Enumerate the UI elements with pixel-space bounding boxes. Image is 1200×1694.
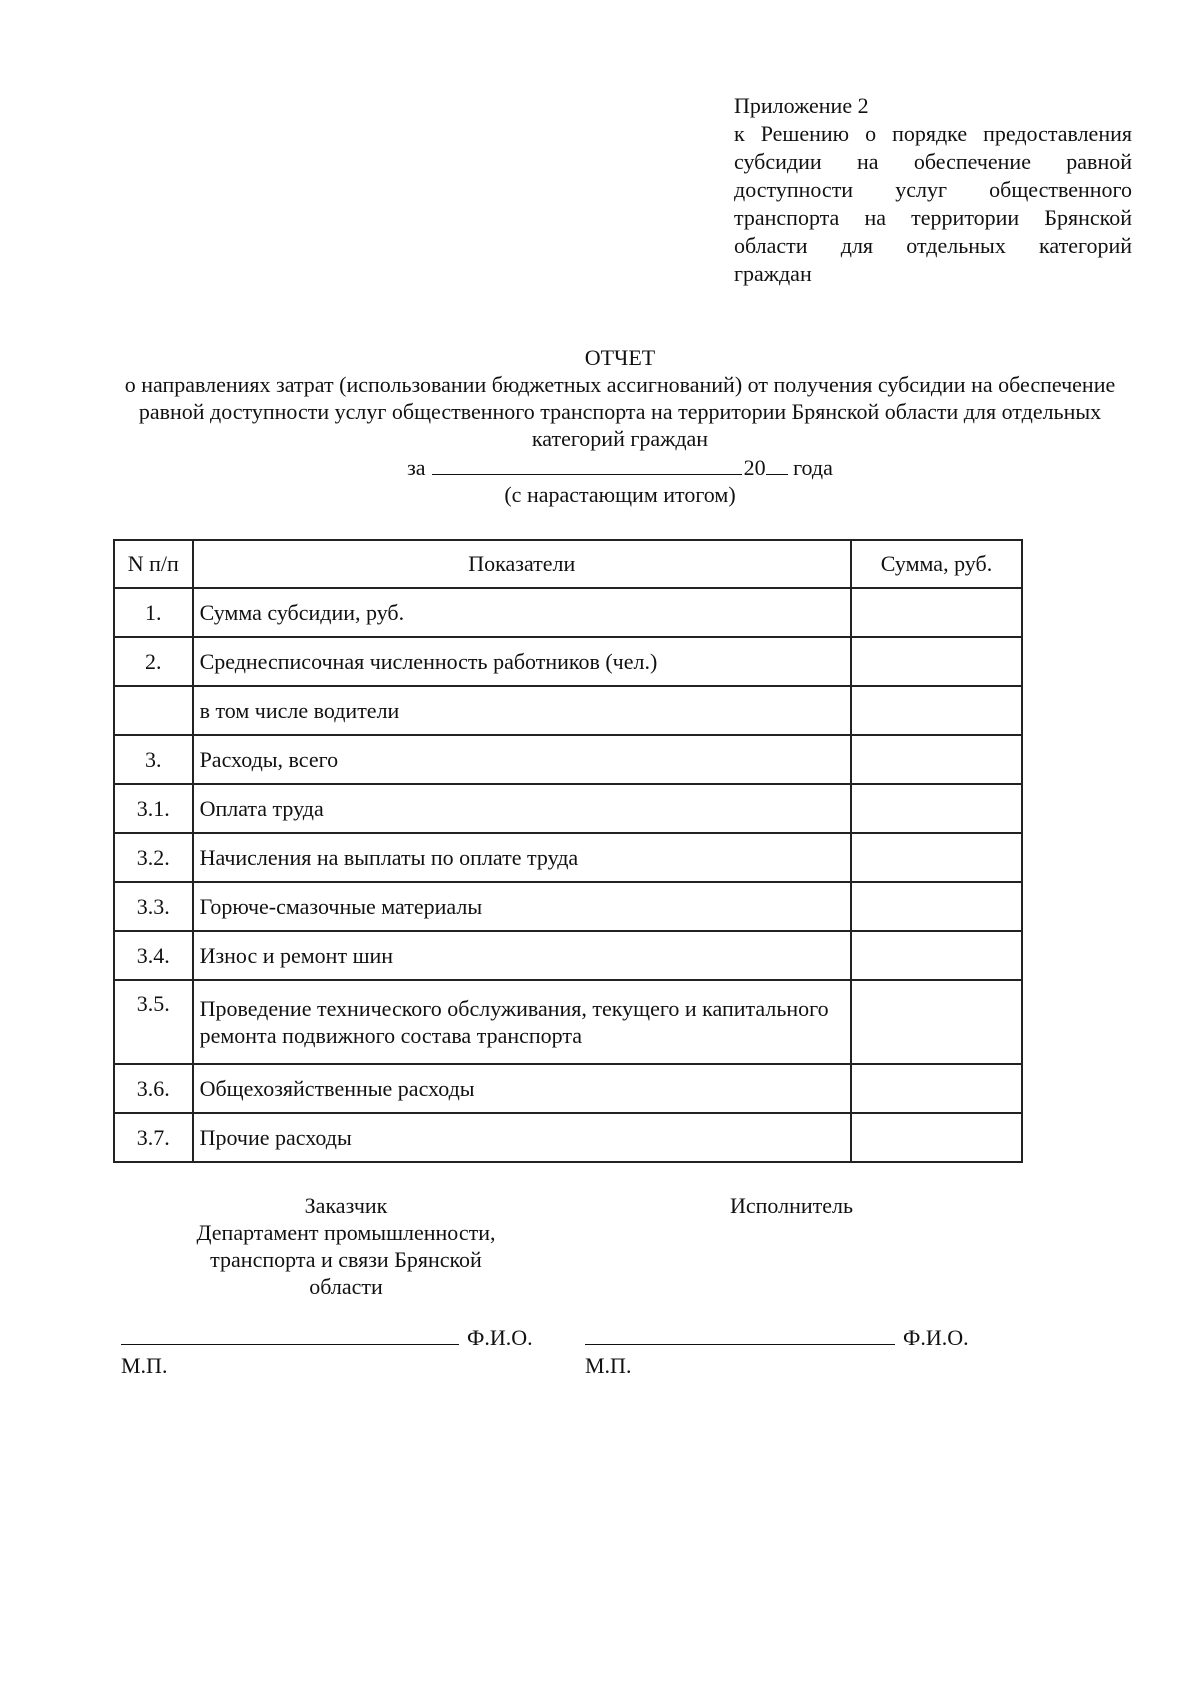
- executor-stamp-label: М.П.: [585, 1353, 632, 1378]
- row-indicator: Прочие расходы: [193, 1113, 851, 1162]
- row-num: 3.5.: [114, 980, 193, 1064]
- table-row: [114, 735, 1022, 784]
- row-sum: [851, 784, 1022, 833]
- row-sum: [851, 1113, 1022, 1162]
- executor-role: Исполнитель: [730, 1193, 854, 1218]
- customer-stamp-label: М.П.: [121, 1353, 168, 1378]
- report-table: [113, 539, 1023, 1163]
- period-year: 20: [743, 455, 766, 480]
- report-header: [120, 344, 1120, 508]
- row-num: 3.: [114, 735, 193, 784]
- customer-org-line: транспорта и связи Брянской: [210, 1247, 482, 1272]
- row-sum: [851, 980, 1022, 1064]
- table-row: [114, 637, 1022, 686]
- row-indicator: Среднесписочная численность работников (чел.): [193, 637, 851, 686]
- table-row: [114, 784, 1022, 833]
- appendix-text: к Решению о порядке предоставления субсидии на обеспечение равной доступности услуг общественного транспорта на территории Брянской области для отдельных категорий граждан: [734, 121, 1132, 286]
- table-row: [114, 686, 1022, 735]
- period-blank: [432, 452, 742, 475]
- period-suffix: года: [793, 455, 833, 480]
- row-indicator: Сумма субсидии, руб.: [193, 588, 851, 637]
- row-num: 3.4.: [114, 931, 193, 980]
- row-indicator: Горюче-смазочные материалы: [193, 882, 851, 931]
- customer-block: [170, 1192, 522, 1300]
- customer-org-line: Департамент промышленности,: [196, 1220, 496, 1245]
- row-indicator: Начисления на выплаты по оплате труда: [193, 833, 851, 882]
- report-note: (с нарастающим итогом): [504, 482, 736, 507]
- table-row: [114, 588, 1022, 637]
- row-num: [114, 686, 193, 735]
- row-num: 3.2.: [114, 833, 193, 882]
- row-indicator: Расходы, всего: [193, 735, 851, 784]
- row-indicator: в том числе водители: [193, 686, 851, 735]
- row-indicator: Оплата труда: [193, 784, 851, 833]
- report-title: ОТЧЕТ: [584, 345, 656, 370]
- table-header-row: [114, 540, 1022, 588]
- appendix-block: [734, 92, 1132, 288]
- row-num: 3.7.: [114, 1113, 193, 1162]
- row-num: 3.1.: [114, 784, 193, 833]
- row-num: 2.: [114, 637, 193, 686]
- table-row: [114, 833, 1022, 882]
- customer-role: Заказчик: [304, 1193, 388, 1218]
- table-row: [114, 931, 1022, 980]
- header-num: N п/п: [114, 540, 193, 588]
- customer-fio-label: Ф.И.О.: [467, 1325, 533, 1350]
- signature-line: [585, 1322, 895, 1345]
- signature-line: [121, 1322, 459, 1345]
- report-period: [120, 452, 1120, 481]
- row-sum: [851, 637, 1022, 686]
- row-sum: [851, 588, 1022, 637]
- row-indicator: Общехозяйственные расходы: [193, 1064, 851, 1113]
- row-sum: [851, 1064, 1022, 1113]
- row-sum: [851, 882, 1022, 931]
- row-indicator: Проведение технического обслуживания, текущего и капитального ремонта подвижного состава транспорта: [193, 980, 851, 1064]
- row-sum: [851, 686, 1022, 735]
- row-sum: [851, 833, 1022, 882]
- row-num: 3.3.: [114, 882, 193, 931]
- row-num: 3.6.: [114, 1064, 193, 1113]
- executor-fio-label: Ф.И.О.: [903, 1325, 969, 1350]
- customer-signature: [121, 1322, 533, 1380]
- row-num: 1.: [114, 588, 193, 637]
- appendix-title: Приложение 2: [734, 93, 869, 118]
- report-subtitle: о направлениях затрат (использовании бюджетных ассигнований) от получения субсидии на обеспечение равной доступности услуг общественного транспорта на территории Брянской области для отдельных категорий граждан: [124, 372, 1116, 451]
- executor-signature: [585, 1322, 969, 1380]
- table-row: [114, 1064, 1022, 1113]
- row-sum: [851, 735, 1022, 784]
- customer-org-line: области: [309, 1274, 383, 1299]
- row-sum: [851, 931, 1022, 980]
- executor-block: [730, 1192, 853, 1219]
- period-prefix: за: [407, 455, 426, 480]
- header-indicator: Показатели: [193, 540, 851, 588]
- table-row: [114, 882, 1022, 931]
- table-row: [114, 1113, 1022, 1162]
- year-blank: [766, 452, 788, 475]
- row-indicator: Износ и ремонт шин: [193, 931, 851, 980]
- header-sum: Сумма, руб.: [851, 540, 1022, 588]
- table-row: [114, 980, 1022, 1064]
